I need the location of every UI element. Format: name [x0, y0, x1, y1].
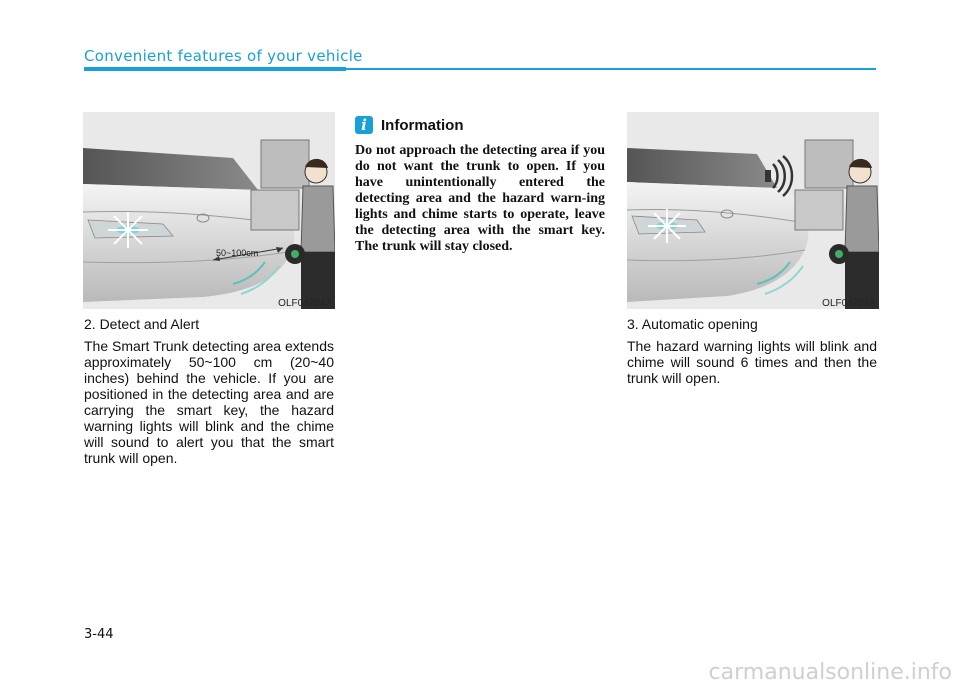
hazard-flash-icon	[648, 209, 686, 243]
info-icon: i	[355, 116, 373, 134]
information-body: Do not approach the detecting area if you do not want the trunk to open. If you have unintentionally entered the detecting area and the hazard warn-ing lights and chime starts to operate, leave the detecting area with the smart key. The trunk will stay closed.	[355, 143, 605, 254]
figure-detect-alert	[83, 112, 335, 309]
step-body: The Smart Trunk detecting area extends approximately 50~100 cm (20~40 inches) behind the vehicle. If you are positioned in the detecting area and are carrying the smart key, the hazard warning lights will blink and the chime will sound to alert you that the smart trunk will open.	[84, 338, 334, 466]
car-trunk-illustration	[627, 112, 879, 309]
figure-automatic-opening	[627, 112, 879, 309]
step-body: The hazard warning lights will blink and chime will sound 6 times and then the trunk will open.	[627, 338, 877, 386]
section-title: Convenient features of your vehicle	[84, 47, 363, 65]
information-title: Information	[381, 116, 464, 134]
information-box	[355, 113, 605, 255]
information-header	[355, 113, 605, 137]
step-title: 3. Automatic opening	[627, 316, 758, 332]
hazard-flash-icon	[108, 212, 148, 248]
header-rule-thin	[346, 68, 876, 70]
right-column	[627, 316, 877, 392]
left-column	[84, 316, 334, 472]
figure-code: OLF047048	[822, 298, 875, 309]
distance-label: 50~100cm	[216, 248, 259, 258]
step-title: 2. Detect and Alert	[84, 316, 200, 332]
page-number: 3-44	[84, 627, 114, 642]
header-rule-thick	[84, 67, 346, 71]
figure-code: OLF047047	[278, 298, 331, 309]
watermark: carmanualsonline.info	[708, 660, 952, 685]
car-trunk-illustration	[83, 112, 335, 309]
